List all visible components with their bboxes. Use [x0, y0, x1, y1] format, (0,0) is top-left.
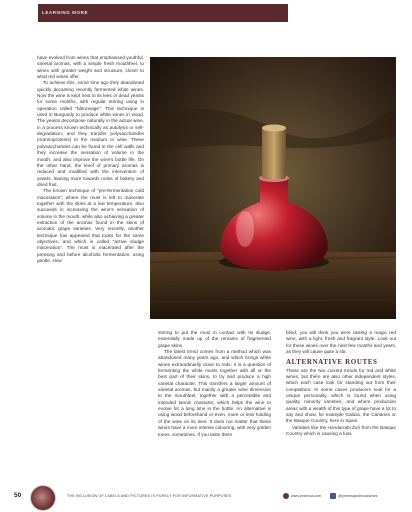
bottle-illustration: [150, 57, 396, 319]
paragraph: stirring to put the must in contact with its sludge, essentially made up of the remains of fragmented grape skins.: [158, 330, 271, 348]
paragraph: To achieve this, some time ago they abandoned quickly decanting recently fermented white wines. Now the wine is kept next to its lees or dead yeasts for some months, with regular stirring using in operation called "bâtonnage". This technique is used in Burgundy to produce white wines in wood. The yeasts decompose naturally in the actual wine, in a process known technically as autolysis or self-degradation, and they transfer polysaccharides (mannoproteins) to the medium or wine. These polysaccharides can be found in the cell walls and they increase the sensation of volume in the mouth, and also improve the wine's bottle life. On the other hand, the level of primary aromas is reduced and modified with the intervention of yeasts, leaning more towards notes of bakery and dried fruit.: [37, 80, 144, 187]
text-column-right: [286, 330, 396, 438]
paragraph: The latest trend comes from a method which was abandoned many years ago, and which brings white wines extraordinarily close to reds: it is a question of fermenting the white musts together with all or the best part of their skins, to try and produce a high varietal character. This transfers a larger amount of varietal aromas, but mainly a greater wine dimension to the mouthfeel, together with a perceptible and intended tannin character, which helps the wine to evolve for a long time in the bottle. An alternative is using wood beforehand or even, more or less holding of the wine on its lees. It does not matter that these wines have a more intense colouring, with very golden tones, sometimes. If you taste them: [158, 349, 271, 437]
subheading-alternative-routes: ALTERNATIVE ROUTES: [286, 358, 378, 367]
paragraph: Varieties like the Hondarrabi Zuri from the Basque Country which is causing a fuss: [286, 424, 396, 437]
globe-icon: [283, 493, 289, 499]
magazine-seal-logo: [30, 485, 56, 511]
section-label: LEARNING MORE: [42, 10, 89, 15]
wine-bottle-photo: [150, 57, 396, 319]
text-column-left: [37, 55, 144, 264]
section-header-bar: [38, 4, 288, 22]
footer-facebook-link[interactable]: @proensapublicaciones: [338, 494, 378, 498]
paragraph: have evolved from wines that emphasised youthful, varietal aromas, with a simple fresh mouthfeel, to wines with greater weight and structure, closer to what red wines offer.: [37, 55, 144, 80]
text-column-middle: [158, 330, 271, 438]
page-number: 50: [14, 492, 22, 499]
facebook-icon: [330, 493, 336, 499]
footer-website-link[interactable]: www.proensa.com: [291, 494, 322, 498]
paragraph: These are the two current trends for red and white wines, but there are also other independent styles, which each case look for standing out from their competitors. In some cases producers look for a unique personality, which is found when using quality, minority varieties, and where production areas with a wealth of this type of grape have a lot to say and show, for example Galicia, the Canaries or the Basque Country, here in Spain.: [286, 367, 396, 424]
footer-disclaimer: THE INCLUSION OF LABELS AND PICTURES IS PURELY FOR INFORMATIVE PURPOSES: [67, 494, 232, 498]
paragraph: blind, you will think you were tasting a magic red wine, with a light, fresh and fragrant style. Look out for these wines over the next few months and years, as they will cause quite a stir.: [286, 330, 396, 355]
paragraph: The known technique of "pre-fermentation cold maceration", where the must is left to macerate together with the skins at a low temperature, also succeeds in increasing the wine's sensation of volume in the mouth, while also achieving a greater extraction of the aromas found in the skins of aromatic grape varieties. Very recently, another technique has appeared that looks for the same objectives, and which is called "active sludge maceration". The must is macerated after the pressing and before alcoholic fermentation, using gentle, slow: [37, 188, 144, 263]
